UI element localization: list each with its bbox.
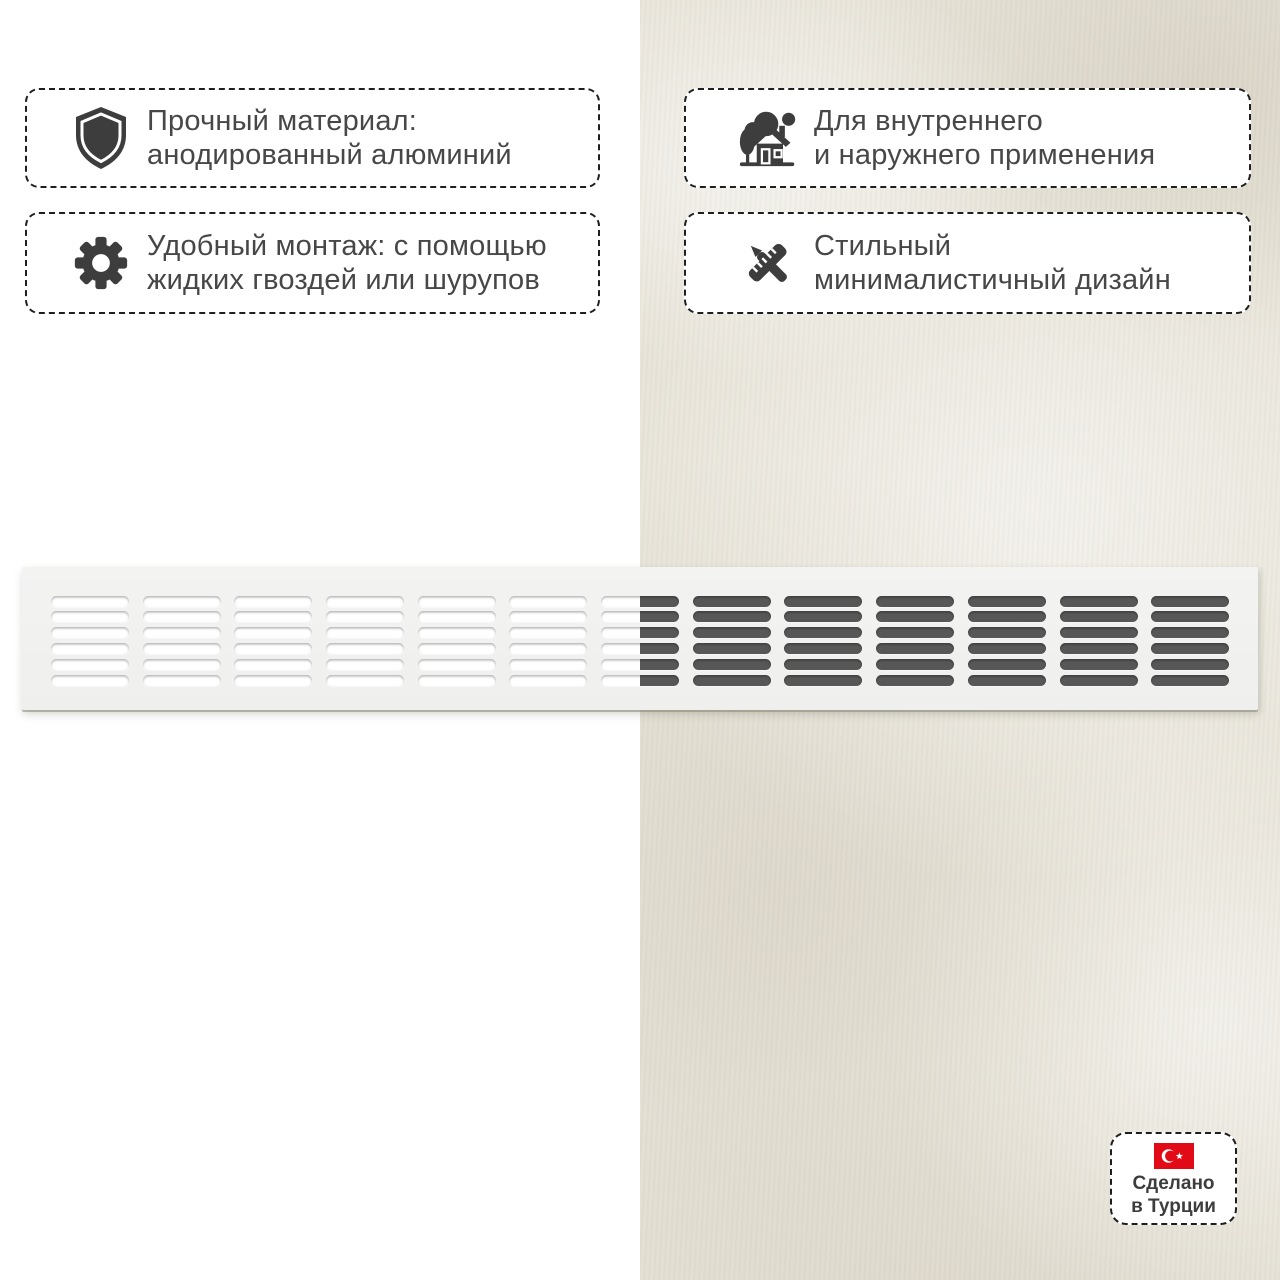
vent-slot — [234, 675, 312, 686]
vent-slot — [876, 611, 954, 622]
vent-slot — [418, 643, 496, 654]
vent-slot — [601, 675, 679, 686]
vent-slot — [784, 627, 862, 638]
vent-slot — [1151, 611, 1229, 622]
vent-slot — [1060, 611, 1138, 622]
vent-slot — [326, 659, 404, 670]
feature-line: и наружнего применения — [814, 139, 1156, 171]
vent-slot — [784, 675, 862, 686]
vent-slot — [1060, 627, 1138, 638]
vent-slot — [143, 675, 221, 686]
vent-slot — [601, 643, 679, 654]
vent-slot — [51, 659, 129, 670]
vent-slot — [601, 627, 679, 638]
vent-slot — [693, 627, 771, 638]
vent-slot — [234, 627, 312, 638]
gear-icon — [69, 230, 133, 296]
vent-slot — [143, 596, 221, 607]
vent-slot — [876, 659, 954, 670]
vent-slot — [418, 596, 496, 607]
vent-slot — [968, 675, 1046, 686]
vent-slot — [601, 611, 679, 622]
vent-slot — [509, 627, 587, 638]
vent-slot — [693, 659, 771, 670]
made-in-line: Сделано — [1132, 1173, 1215, 1194]
vent-slot — [143, 643, 221, 654]
pencil-ruler-icon — [736, 230, 800, 296]
grille-slots — [22, 567, 1258, 710]
vent-slot — [1151, 627, 1229, 638]
feature-box-design — [684, 212, 1251, 314]
turkey-flag-icon — [1154, 1143, 1194, 1169]
vent-slot — [784, 596, 862, 607]
feature-line: Стильный — [814, 230, 952, 262]
feature-line: Удобный монтаж: с помощью — [147, 230, 547, 262]
house-outdoor-icon — [736, 105, 800, 171]
vent-slot — [234, 611, 312, 622]
vent-slot — [1151, 596, 1229, 607]
vent-slot — [234, 643, 312, 654]
vent-slot — [326, 611, 404, 622]
feature-text-application — [814, 104, 1155, 172]
made-in-line: в Турции — [1131, 1196, 1216, 1217]
vent-slot — [418, 627, 496, 638]
made-in-badge — [1110, 1132, 1237, 1225]
vent-slot — [509, 643, 587, 654]
vent-slot — [968, 611, 1046, 622]
vent-slot — [326, 596, 404, 607]
vent-slot — [968, 643, 1046, 654]
vent-slot — [143, 659, 221, 670]
feature-text-design — [814, 229, 1171, 297]
vent-slot — [968, 596, 1046, 607]
vent-slot — [51, 675, 129, 686]
feature-text-mounting — [147, 229, 547, 297]
ventilation-grille — [22, 567, 1258, 710]
vent-slot — [693, 611, 771, 622]
vent-slot — [51, 643, 129, 654]
vent-slot — [1151, 659, 1229, 670]
vent-slot — [418, 675, 496, 686]
vent-slot — [509, 596, 587, 607]
vent-slot — [143, 627, 221, 638]
vent-slot — [1060, 675, 1138, 686]
vent-slot — [876, 675, 954, 686]
feature-box-mounting — [25, 212, 600, 314]
vent-slot — [1060, 659, 1138, 670]
vent-slot — [693, 643, 771, 654]
vent-slot — [234, 659, 312, 670]
feature-line: жидких гвоздей или шурупов — [147, 264, 540, 296]
feature-line: Для внутреннего — [814, 105, 1044, 137]
feature-line: Прочный материал: — [147, 105, 418, 137]
vent-slot — [326, 627, 404, 638]
vent-slot — [143, 611, 221, 622]
vent-slot — [784, 611, 862, 622]
vent-slot — [326, 675, 404, 686]
feature-line: минималистичный дизайн — [814, 264, 1171, 296]
vent-slot — [234, 596, 312, 607]
vent-slot — [601, 596, 679, 607]
vent-slot — [509, 675, 587, 686]
vent-slot — [876, 643, 954, 654]
vent-slot — [784, 643, 862, 654]
vent-slot — [693, 675, 771, 686]
vent-slot — [1060, 596, 1138, 607]
feature-text-material — [147, 104, 512, 172]
vent-slot — [418, 659, 496, 670]
vent-slot — [509, 611, 587, 622]
feature-line: анодированный алюминий — [147, 139, 512, 171]
vent-slot — [509, 659, 587, 670]
feature-box-application — [684, 88, 1251, 188]
vent-slot — [876, 596, 954, 607]
vent-slot — [51, 596, 129, 607]
vent-slot — [51, 611, 129, 622]
shield-icon — [69, 105, 133, 171]
vent-slot — [968, 627, 1046, 638]
vent-slot — [51, 627, 129, 638]
vent-slot — [601, 659, 679, 670]
made-in-text — [1131, 1172, 1216, 1218]
vent-slot — [1060, 643, 1138, 654]
feature-box-material — [25, 88, 600, 188]
vent-slot — [1151, 643, 1229, 654]
vent-slot — [326, 643, 404, 654]
vent-slot — [418, 611, 496, 622]
vent-slot — [1151, 675, 1229, 686]
vent-slot — [693, 596, 771, 607]
vent-slot — [968, 659, 1046, 670]
vent-slot — [876, 627, 954, 638]
vent-slot — [784, 659, 862, 670]
